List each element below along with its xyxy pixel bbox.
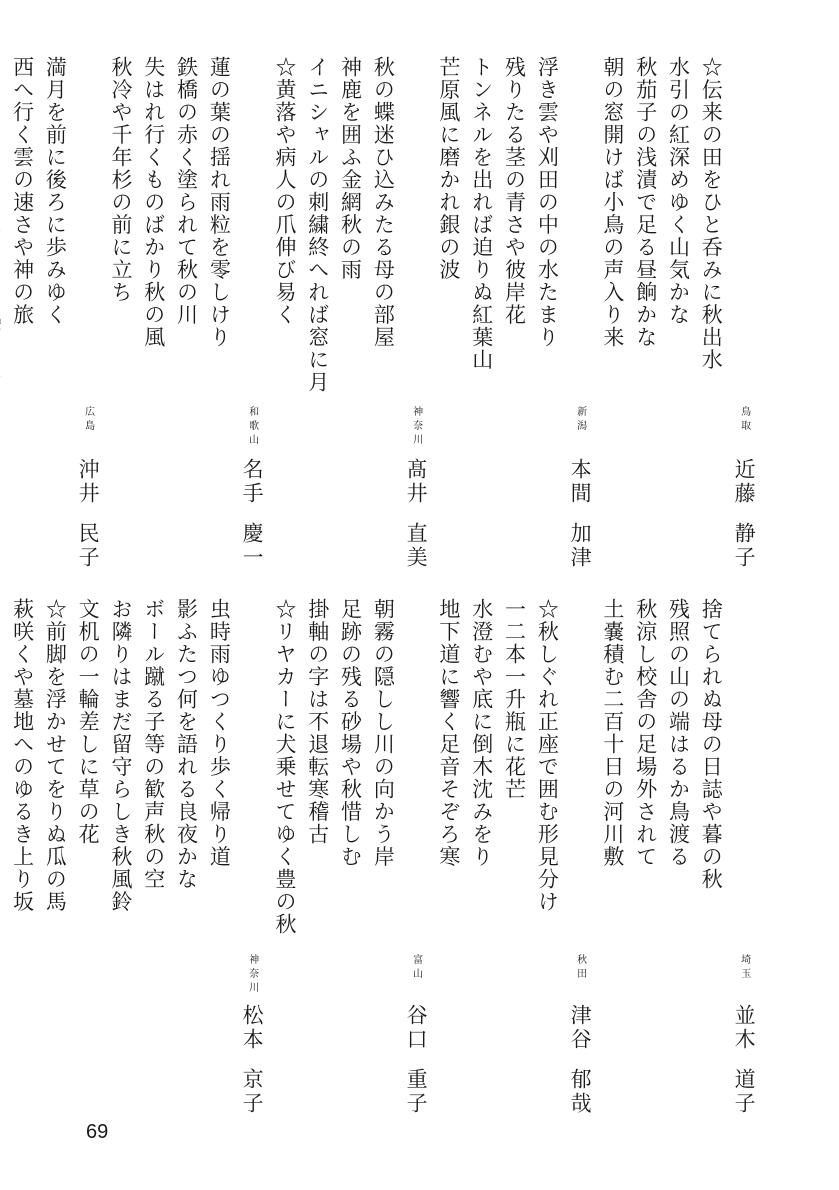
haiku-verse: 掛軸の字は不退転寒稽古 — [305, 598, 330, 846]
haiku-column — [71, 598, 104, 1118]
haiku-verse: お隣りはまだ留守らしき秋風鈴 — [108, 598, 133, 913]
haiku-column — [137, 598, 170, 1118]
haiku-column — [596, 598, 629, 1118]
haiku-verse: ボール蹴る子等の歓声秋の空 — [141, 598, 166, 891]
poet-surname: 近藤 — [732, 458, 757, 506]
poet-given-name: 道子 — [732, 1068, 757, 1116]
haiku-column — [366, 598, 399, 1118]
haiku-column — [38, 56, 71, 576]
haiku-verse: 満月を前に後ろに歩みゆく — [43, 56, 68, 326]
haiku-verse: 土嚢積む二百十日の河川敷 — [600, 598, 625, 868]
prefecture-label: 神奈川 — [410, 406, 422, 448]
poet-given-name: 慶一 — [240, 522, 265, 570]
haiku-verse: 影ふたつ何を語れる良夜かな — [174, 598, 199, 891]
haiku-column — [629, 598, 662, 1118]
poet-name-column — [399, 598, 432, 1118]
haiku-column — [0, 56, 6, 576]
poet-surname: 沖井 — [76, 458, 101, 506]
haiku-verse: 地下道に響く足音そぞろ寒 — [436, 598, 461, 868]
prefecture-label: 富山 — [410, 954, 422, 982]
haiku-column — [694, 598, 727, 1118]
asterisk-separator — [0, 948, 1, 972]
haiku-verse: 朝の窓開けば小鳥の声入り来 — [600, 56, 625, 349]
haiku-column — [498, 598, 531, 1118]
haiku-verse: ☆伝来の田をひと呑みに秋出水 — [699, 56, 724, 371]
haiku-column — [432, 598, 465, 1118]
haiku-verse: 文机の一輪差しに草の花 — [76, 598, 101, 846]
bottom-haiku-block — [10, 598, 760, 1118]
haiku-verse: ☆黄落や病人の爪伸び易く — [272, 56, 297, 326]
poet-given-name: 民子 — [76, 522, 101, 570]
haiku-verse: 虫時雨ゆつくり歩く帰り道 — [207, 598, 232, 868]
poet-given-name: 直美 — [404, 522, 429, 570]
poet-name-column — [727, 598, 760, 1118]
prefecture-label: 埼玉 — [738, 954, 750, 982]
haiku-column — [530, 598, 563, 1118]
haiku-column — [662, 56, 695, 576]
haiku-verse: 残照の山の端はるか鳥渡る — [666, 598, 691, 868]
haiku-verse: 一二本一升瓶に花芒 — [502, 598, 527, 801]
haiku-verse: 蓮の葉の揺れ雨粒を零しけり — [207, 56, 232, 349]
haiku-column — [301, 56, 334, 576]
prefecture-label: 新潟 — [574, 406, 586, 434]
haiku-verse: 神鹿を囲ふ金網秋の雨 — [338, 56, 363, 281]
poet-surname: 津谷 — [568, 1004, 593, 1052]
prefecture-label: 神奈川 — [246, 954, 258, 996]
haiku-column — [366, 56, 399, 576]
poet-name-column — [399, 56, 432, 576]
haiku-verse: 秋涼し校舎の足場外されて — [633, 598, 658, 868]
haiku-verse: 西へ行く雲の速さや神の旅 — [10, 56, 35, 326]
poet-given-name: 加津 — [568, 522, 593, 570]
haiku-verse: ☆秋しぐれ正座で囲む形見分け — [535, 598, 560, 913]
separator-column — [0, 598, 6, 1118]
haiku-column — [530, 56, 563, 576]
haiku-column — [104, 56, 137, 576]
prefecture-label: 和歌山 — [246, 406, 258, 448]
poet-given-name: 郁哉 — [568, 1068, 593, 1116]
haiku-column — [498, 56, 531, 576]
haiku-column — [268, 598, 301, 1118]
prefecture-label: 広島 — [82, 406, 94, 434]
poet-name-column — [727, 56, 760, 576]
page-number: 69 — [86, 1121, 109, 1143]
haiku-column — [202, 598, 235, 1118]
haiku-column — [465, 598, 498, 1118]
poet-given-name: 重子 — [404, 1068, 429, 1116]
haiku-verse: 鉄橋の赤く塗られて秋の川 — [174, 56, 199, 326]
haiku-column — [662, 598, 695, 1118]
haiku-verse: 秋の蝶迷ひ込みたる母の部屋 — [371, 56, 396, 349]
prefecture-label: 鳥取 — [738, 406, 750, 434]
haiku-column — [170, 598, 203, 1118]
poet-given-name: 静子 — [732, 522, 757, 570]
prefecture-label: 秋田 — [574, 954, 586, 982]
haiku-verse: 浮き雲や刈田の中の水たまり — [535, 56, 560, 349]
haiku-column — [202, 56, 235, 576]
haiku-verse: 残りたる茎の青さや彼岸花 — [502, 56, 527, 326]
haiku-column — [694, 56, 727, 576]
poet-surname: 並木 — [732, 1004, 757, 1052]
haiku-column — [104, 598, 137, 1118]
poet-surname: 髙井 — [404, 458, 429, 506]
poet-name-column — [235, 56, 268, 576]
haiku-column — [334, 56, 367, 576]
haiku-column — [465, 56, 498, 576]
haiku-verse: イニシャルの刺繍終へれば窓に月 — [305, 56, 330, 394]
haiku-column — [137, 56, 170, 576]
haiku-verse: 水澄むや底に倒木沈みをり — [469, 598, 494, 868]
haiku-verse: 捨てられぬ母の日誌や暮の秋 — [699, 598, 724, 891]
poet-name-column — [235, 598, 268, 1118]
haiku-column — [170, 56, 203, 576]
poet-given-name: 京子 — [240, 1068, 265, 1116]
haiku-verse: 水引の紅深めゆく山気かな — [666, 56, 691, 326]
poet-surname: 谷口 — [404, 1004, 429, 1052]
haiku-column — [268, 56, 301, 576]
haiku-column — [629, 56, 662, 576]
haiku-verse: ☆前脚を浮かせてをりぬ瓜の馬 — [43, 598, 68, 913]
haiku-verse: 足跡の残る砂場や秋惜しむ — [338, 598, 363, 868]
haiku-column — [6, 56, 39, 576]
poet-surname: 本間 — [568, 458, 593, 506]
haiku-verse: 萩咲くや墓地へのゆるき上り坂 — [10, 598, 35, 913]
haiku-verse: ☆リヤカーに犬乗せてゆく豊の秋 — [272, 598, 297, 936]
top-haiku-block — [10, 56, 760, 576]
haiku-column — [432, 56, 465, 576]
poet-name-column — [563, 598, 596, 1118]
haiku-verse: 芒原風に磨かれ銀の波 — [436, 56, 461, 281]
haiku-column — [334, 598, 367, 1118]
poet-surname: 名手 — [240, 458, 265, 506]
poet-name-column — [563, 56, 596, 576]
poet-name-column — [71, 56, 104, 576]
haiku-column — [6, 598, 39, 1118]
asterisk-separator — [0, 770, 1, 794]
haiku-verse: 秋冷や千年杉の前に立ち — [108, 56, 133, 304]
haiku-column — [38, 598, 71, 1118]
poet-surname: 松本 — [240, 1004, 265, 1052]
haiku-column — [596, 56, 629, 576]
haiku-verse: トンネルを出れば迫りぬ紅葉山 — [469, 56, 494, 371]
haiku-column — [301, 598, 334, 1118]
haiku-verse: 秋茄子の浅漬で足る昼餉かな — [633, 56, 658, 349]
haiku-verse: 失はれ行くものばかり秋の風 — [141, 56, 166, 349]
haiku-verse: 朝霧の隠しし川の向かう岸 — [371, 598, 396, 868]
